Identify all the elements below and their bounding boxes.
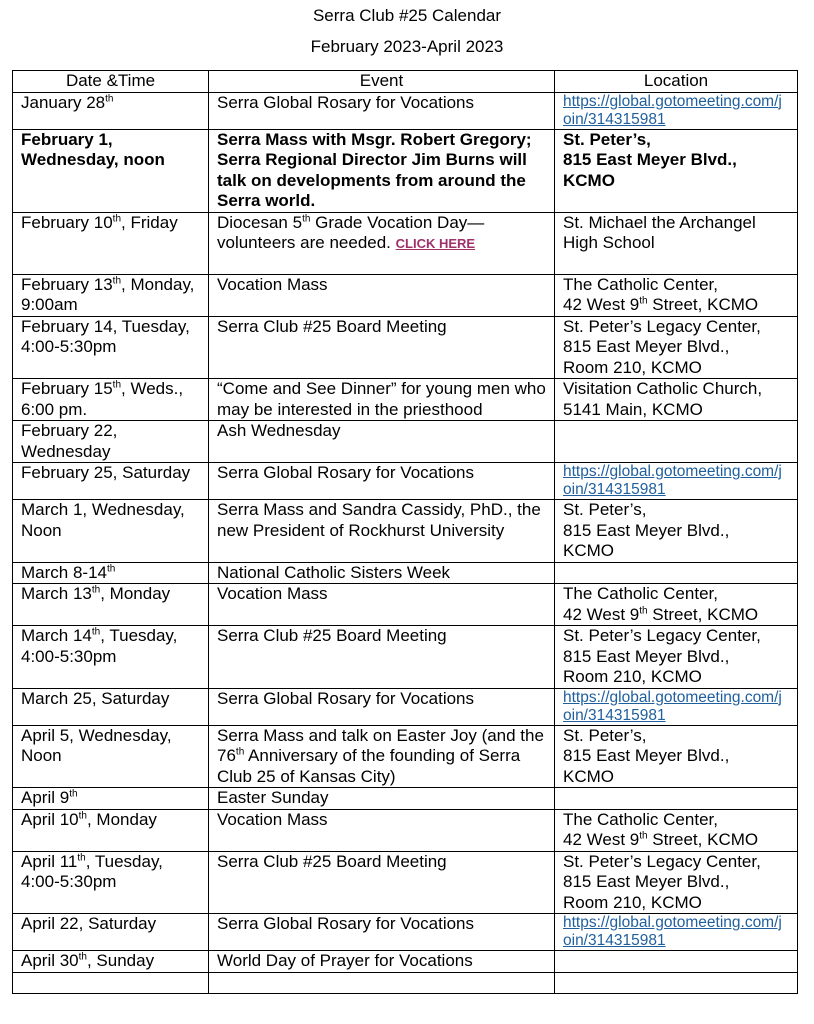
cell-location: St. Peter’s Legacy Center, 815 East Meyer Blvd., Room 210, KCMO <box>555 316 798 379</box>
table-row <box>13 463 798 500</box>
cell-date-time: February 14, Tuesday, 4:00-5:30pm <box>13 316 209 379</box>
table-row <box>13 379 798 421</box>
gotomeeting-link[interactable]: https://global.gotomeeting.com/join/314315981 <box>563 463 782 498</box>
cell-event: Serra Club #25 Board Meeting <box>209 851 555 914</box>
table-row <box>13 688 798 725</box>
cell-event: Vocation Mass <box>209 274 555 316</box>
cell-event: Serra Global Rosary for Vocations <box>209 92 555 129</box>
cell-location <box>555 788 798 810</box>
cell-event: Serra Global Rosary for Vocations <box>209 914 555 951</box>
gotomeeting-link[interactable]: https://global.gotomeeting.com/join/314315981 <box>563 688 782 724</box>
cell-location: Visitation Catholic Church, 5141 Main, KCMO <box>555 379 798 421</box>
cell-event: Serra Mass with Msgr. Robert Gregory; Serra Regional Director Jim Burns will talk on developments from around the Serra world. <box>209 129 555 212</box>
cell-event: Serra Global Rosary for Vocations <box>209 688 555 725</box>
cell-location: St. Peter’s Legacy Center, 815 East Meyer Blvd., Room 210, KCMO <box>555 626 798 689</box>
cell-date-time: February 1, Wednesday, noon <box>13 129 209 212</box>
calendar-date-range: February 2023-April 2023 <box>310 37 504 56</box>
cell-event: Serra Mass and Sandra Cassidy, PhD., the new President of Rockhurst University <box>209 500 555 563</box>
table-row <box>13 584 798 626</box>
calendar-rows <box>13 92 798 993</box>
table-row <box>13 421 798 463</box>
cell-date-time: April 9th <box>13 788 209 810</box>
table-row <box>13 788 798 810</box>
table-row <box>13 951 798 973</box>
cell-date-time: March 14th, Tuesday, 4:00-5:30pm <box>13 626 209 689</box>
cell-date-time: April 22, Saturday <box>13 914 209 951</box>
cell-event: World Day of Prayer for Vocations <box>209 951 555 973</box>
table-row <box>13 725 798 788</box>
cell-date-time: February 13th, Monday, 9:00am <box>13 274 209 316</box>
cell-location: St. Michael the Archangel High School <box>555 212 798 274</box>
cell-location: The Catholic Center, 42 West 9th Street, KCMO <box>555 809 798 851</box>
cell-event: Easter Sunday <box>209 788 555 810</box>
calendar-table <box>12 70 798 994</box>
cell-event: Vocation Mass <box>209 584 555 626</box>
cell-location: The Catholic Center, 42 West 9th Street, KCMO <box>555 274 798 316</box>
cell-date-time: February 15th, Weds., 6:00 pm. <box>13 379 209 421</box>
cell-location <box>555 463 798 500</box>
table-row <box>13 274 798 316</box>
table-header-row <box>13 71 798 93</box>
table-row <box>13 92 798 129</box>
table-row <box>13 972 798 993</box>
cell-event <box>209 972 555 993</box>
cell-event: Vocation Mass <box>209 809 555 851</box>
click-here-link[interactable]: CLICK HERE <box>395 236 476 251</box>
cell-date-time: February 22, Wednesday <box>13 421 209 463</box>
cell-event: Serra Club #25 Board Meeting <box>209 626 555 689</box>
cell-event: Serra Mass and talk on Easter Joy (and the 76th Anniversary of the founding of Serra Club 25 of Kansas City) <box>209 725 555 788</box>
cell-date-time: April 5, Wednesday, Noon <box>13 725 209 788</box>
cell-location <box>555 562 798 584</box>
table-row <box>13 851 798 914</box>
cell-date-time: April 10th, Monday <box>13 809 209 851</box>
cell-date-time: March 13th, Monday <box>13 584 209 626</box>
cell-date-time <box>13 972 209 993</box>
cell-location <box>555 421 798 463</box>
cell-location: St. Peter’s Legacy Center, 815 East Meyer Blvd., Room 210, KCMO <box>555 851 798 914</box>
cell-date-time: January 28th <box>13 92 209 129</box>
cell-location <box>555 688 798 725</box>
table-row <box>13 129 798 212</box>
cell-location <box>555 92 798 129</box>
table-row <box>13 212 798 274</box>
cell-event: National Catholic Sisters Week <box>209 562 555 584</box>
cell-location <box>555 972 798 993</box>
gotomeeting-link[interactable]: https://global.gotomeeting.com/join/314315981 <box>563 914 782 949</box>
table-row <box>13 626 798 689</box>
cell-location: St. Peter’s, 815 East Meyer Blvd., KCMO <box>555 500 798 563</box>
table-row <box>13 316 798 379</box>
cell-location: St. Peter’s, 815 East Meyer Blvd., KCMO <box>555 725 798 788</box>
cell-date-time: March 8-14th <box>13 562 209 584</box>
cell-location: St. Peter’s, 815 East Meyer Blvd., KCMO <box>555 129 798 212</box>
table-row <box>13 809 798 851</box>
calendar-title: Serra Club #25 Calendar <box>312 6 502 25</box>
table-row <box>13 914 798 951</box>
gotomeeting-link[interactable]: https://global.gotomeeting.com/join/314315981 <box>563 92 782 128</box>
cell-date-time: April 30th, Sunday <box>13 951 209 973</box>
header-event: Event <box>209 71 555 93</box>
cell-date-time: April 11th, Tuesday, 4:00-5:30pm <box>13 851 209 914</box>
header-location: Location <box>555 71 798 93</box>
cell-event: “Come and See Dinner” for young men who may be interested in the priesthood <box>209 379 555 421</box>
cell-location <box>555 951 798 973</box>
table-row <box>13 500 798 563</box>
header-date-time: Date &Time <box>13 71 209 93</box>
cell-event: Serra Club #25 Board Meeting <box>209 316 555 379</box>
cell-date-time: February 10th, Friday <box>13 212 209 274</box>
cell-date-time: March 25, Saturday <box>13 688 209 725</box>
cell-event: Serra Global Rosary for Vocations <box>209 463 555 500</box>
table-row <box>13 562 798 584</box>
cell-event: Diocesan 5th Grade Vocation Day—volunteers are needed. CLICK HERE <box>209 212 555 274</box>
cell-location <box>555 914 798 951</box>
cell-event: Ash Wednesday <box>209 421 555 463</box>
cell-location: The Catholic Center, 42 West 9th Street, KCMO <box>555 584 798 626</box>
cell-date-time: February 25, Saturday <box>13 463 209 500</box>
cell-date-time: March 1, Wednesday, Noon <box>13 500 209 563</box>
